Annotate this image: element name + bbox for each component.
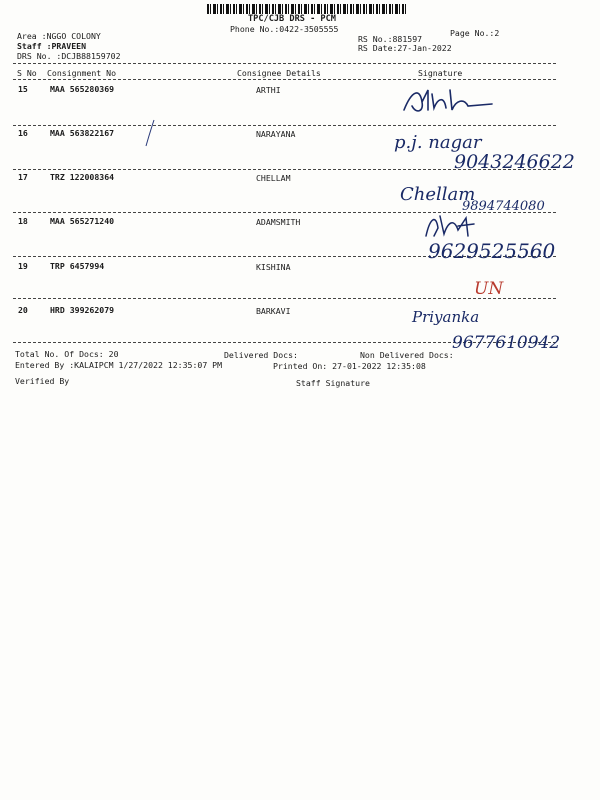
- row-sno: 20: [18, 305, 28, 315]
- rs-date: RS Date:27-Jan-2022: [358, 43, 452, 53]
- row-consignee: ADAMSMITH: [256, 217, 301, 227]
- row-sno: 18: [18, 216, 28, 226]
- signature-name: p.j. nagar: [394, 132, 482, 153]
- total-docs: Total No. Of Docs: 20: [15, 349, 119, 359]
- svg-text:UN: UN: [474, 279, 504, 299]
- page-number: Page No.:2: [450, 28, 500, 38]
- non-delivered-docs: Non Delivered Docs:: [360, 350, 454, 360]
- phone-number: Phone No.:0422-3505555: [230, 24, 339, 34]
- row-divider: [13, 342, 556, 343]
- staff-label: Staff :PRAVEEN: [17, 41, 87, 51]
- row-divider: [13, 212, 556, 213]
- row-consignment: MAA 565271240: [50, 216, 115, 226]
- phone-number-handwritten: 9043246622: [454, 151, 575, 173]
- row-divider: [13, 298, 556, 299]
- column-divider: [13, 79, 556, 80]
- phone-number-row-18: [426, 236, 566, 266]
- row-consignee: BARKAVI: [256, 306, 291, 316]
- row-sno: 19: [18, 261, 28, 271]
- signature-row-18: [420, 208, 480, 242]
- column-header-sno: S No: [17, 68, 37, 78]
- printed-on: Printed On: 27-01-2022 12:35:08: [273, 361, 426, 371]
- row-consignment: TRP 6457994: [50, 261, 105, 271]
- row-consignee: CHELLAM: [256, 173, 291, 183]
- svg-text:9629525560: 9629525560: [428, 239, 556, 263]
- row-consignee: NARAYANA: [256, 129, 296, 139]
- signature-row-15: [398, 84, 498, 118]
- phone-number-handwritten: 9894744080: [462, 199, 545, 212]
- row-consignment: TRZ 122008364: [50, 172, 115, 182]
- row-sno: 15: [18, 84, 28, 94]
- entered-by: Entered By :KALAIPCM 1/27/2022 12:35:07 PM: [15, 360, 223, 370]
- delivered-docs: Delivered Docs:: [224, 350, 298, 360]
- staff-signature: Staff Signature: [296, 378, 370, 388]
- column-header-consignee: Consignee Details: [237, 68, 321, 78]
- row-sno: 16: [18, 128, 28, 138]
- header-divider: [13, 63, 556, 64]
- signature-name: Chellam: [400, 184, 476, 205]
- barcode: [207, 4, 407, 14]
- row-consignment: HRD 399262079: [50, 305, 115, 315]
- row-sno: 17: [18, 172, 28, 182]
- drs-number: DRS No. :DCJB88159702: [17, 51, 121, 61]
- signature-row-17: [394, 178, 594, 212]
- undelivered-mark: [472, 276, 512, 300]
- row-consignment: MAA 565280369: [50, 84, 115, 94]
- row-divider: [13, 125, 556, 126]
- signature-name: Priyanka: [412, 308, 480, 326]
- phone-number-handwritten: 9677610942: [452, 333, 561, 353]
- row-consignee: ARTHI: [256, 85, 281, 95]
- row-consignee: KISHINA: [256, 262, 291, 272]
- verified-by: Verified By: [15, 376, 70, 386]
- rs-number: RS No.:881597: [358, 34, 423, 44]
- document-title: TPC/CJB DRS - PCM: [248, 14, 336, 24]
- signature-row-16: [388, 124, 593, 174]
- column-header-signature: Signature: [418, 68, 463, 78]
- pen-stroke-mark: [140, 118, 160, 150]
- row-consignment: MAA 563822167: [50, 128, 115, 138]
- column-header-consignment: Consignment No: [47, 68, 117, 78]
- area-label: Area :NGGO COLONY: [17, 31, 101, 41]
- row-divider: [13, 256, 556, 257]
- row-divider: [13, 169, 556, 170]
- signature-row-20: [408, 304, 588, 356]
